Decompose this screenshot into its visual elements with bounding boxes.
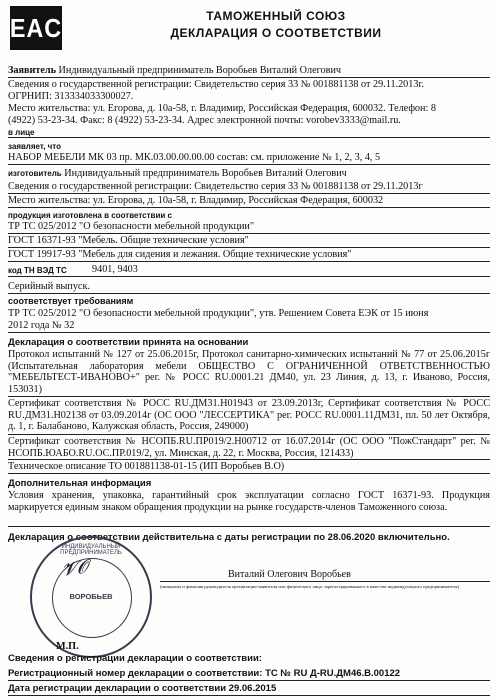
requirements-label: соответствует требованиям bbox=[8, 296, 134, 306]
eac-logo-text: EAC bbox=[9, 12, 63, 43]
stamp-inner-text: ВОРОБЬЕВ bbox=[69, 592, 113, 601]
declares-label: заявляет, что bbox=[8, 142, 61, 151]
manufacturer-line bbox=[8, 168, 490, 180]
signatory-note: (инициалы и фамилия руководителя организации-заявителя или физического лица, зарегистрированного в качестве индивидуального предпринимателя) bbox=[160, 584, 460, 589]
eac-logo bbox=[10, 6, 62, 50]
manufacturer-label: изготовитель bbox=[8, 169, 62, 178]
applicant-line bbox=[8, 65, 490, 77]
serial-line: Серийный выпуск. bbox=[8, 281, 90, 292]
standard-item-3: ГОСТ 19917-93 "Мебель для сидения и лежания. Общие технические условия" bbox=[8, 249, 352, 260]
standard-item-1: ТР ТС 025/2012 "О безопасности мебельной продукции" bbox=[8, 221, 255, 232]
stamp-mp: М.П. bbox=[56, 641, 79, 652]
applicant-address-1: Место жительства: ул. Егорова, д. 10а-58, г. Владимир, Российская Федерация, 600032. Телефон: 8 bbox=[8, 103, 436, 114]
applicant-reg: Сведения о государственной регистрации: Свидетельство серия 33 № 001881138 от 29.11.2013г. bbox=[8, 79, 425, 90]
basis-protocol: Протокол испытаний № 127 от 25.06.2015г, Протокол санитарно-химических испытаний № 77 от 25.06.2015г (Испытательная лаборатория мебели ОБЩЕСТВО С ОГРАНИЧЕННОЙ ОТВЕТСТВЕННОСТЬЮ "МЕБЕЛЬТЕСТ-ИВАНОВО+" рег. № РОСС RU.0001.21 ДМ40, ул. 23 Линия, д. 13, г. Иваново, Россия, 153031) bbox=[8, 349, 490, 395]
registration-number: Регистрационный номер декларации о соответствии: ТС № RU Д-RU.ДМ46.В.00122 bbox=[8, 668, 401, 679]
applicant-ogrnip: ОГРНИП: 313334033300027. bbox=[8, 91, 134, 102]
applicant-label: Заявитель bbox=[8, 65, 56, 76]
requirements-line-2: 2012 года № 32 bbox=[8, 320, 75, 331]
union-title: ТАМОЖЕННЫЙ СОЮЗ bbox=[206, 9, 346, 23]
tn-ved-label: код ТН ВЭД ТС bbox=[8, 266, 67, 275]
extra-text: Условия хранения, упаковка, гарантийный срок эксплуатации согласно ГОСТ 16371-93. Продукция маркируется единым знаком обращения продукции на рынке государств-членов Таможенного союза. bbox=[8, 490, 490, 513]
person-label: в лице bbox=[8, 128, 35, 137]
basis-label: Декларация о соответствии принята на основании bbox=[8, 337, 249, 348]
signature-scribble: 𝓥𝓞 bbox=[60, 556, 90, 581]
standard-item-2: ГОСТ 16371-93 "Мебель. Общие технические условия" bbox=[8, 235, 249, 246]
seal-stamp bbox=[30, 536, 152, 658]
manufacturer-reg: Сведения о государственной регистрации: Свидетельство серия 33 № 001881138 от 29.11.2013г bbox=[8, 181, 423, 192]
stamp-outer-text: ИНДИВИДУАЛЬНЫЙ ПРЕДПРИНИМАТЕЛЬ bbox=[60, 544, 122, 556]
validity-line: Декларация о соответствии действительна с даты регистрации по 28.06.2020 включительно. bbox=[8, 532, 450, 543]
declaration-title: ДЕКЛАРАЦИЯ О СООТВЕТСТВИИ bbox=[170, 26, 382, 40]
basis-cert-2: Сертификат соответствия № НСОПБ.RU.ПР019/2.Н00712 от 16.07.2014г (ОС ООО "ПожСтандарт" рег. № НСОПБ.ЮАБО.RU.ОС.ПР.019/2, ул. Минская, д. 22, г. Москва, Россия, 121433) bbox=[8, 436, 490, 459]
registration-date: Дата регистрации декларации о соответствии 29.06.2015 bbox=[8, 683, 277, 694]
requirements-line-1: ТР ТС 025/2012 "О безопасности мебельной продукции", утв. Решением Совета ЕЭК от 15 июня bbox=[8, 308, 429, 319]
signatory-name: Виталий Олегович Воробьев bbox=[228, 569, 351, 580]
product-line: НАБОР МЕБЕЛИ МК 03 пр. МК.03.00.00.00.00 состав: см. приложение № 1, 2, 3, 4, 5 bbox=[8, 152, 381, 163]
tn-ved-value: 9401, 9403 bbox=[92, 264, 138, 275]
basis-tech: Техническое описание ТО 001881138-01-15 (ИП Воробьев В.О) bbox=[8, 461, 285, 472]
manufacturer-name: Индивидуальный предприниматель Воробьев Виталий Олегович bbox=[64, 168, 347, 179]
basis-cert-1: Сертификат соответствия № РОСС RU.ДМ31.Н01943 от 23.09.2013г, Сертификат соответствия № РОСС RU.ДМ31.Н02138 от 03.09.2014г (ОС ООО "ЛЕССЕРТИКА" рег. РОСС RU.0001.11ДМ31, пл. 50 лет Октября, д. 1, г. Балабаново, Калужская область, Россия, 249000) bbox=[8, 398, 490, 433]
registration-title: Сведения о регистрации декларации о соответствии: bbox=[8, 653, 262, 664]
standards-label: продукция изготовлена в соответствии с bbox=[8, 211, 172, 220]
extra-label: Дополнительная информация bbox=[8, 478, 152, 489]
applicant-name: Индивидуальный предприниматель Воробьев Виталий Олегович bbox=[58, 65, 342, 76]
manufacturer-address: Место жительства: ул. Егорова, д. 10а-58, г. Владимир, Российская Федерация, 600032 bbox=[8, 195, 384, 206]
applicant-address-2: (4922) 53-23-34. Факс: 8 (4922) 53-23-34. Адрес электронной почты: vorobev3333@mail.ru. bbox=[8, 115, 401, 126]
